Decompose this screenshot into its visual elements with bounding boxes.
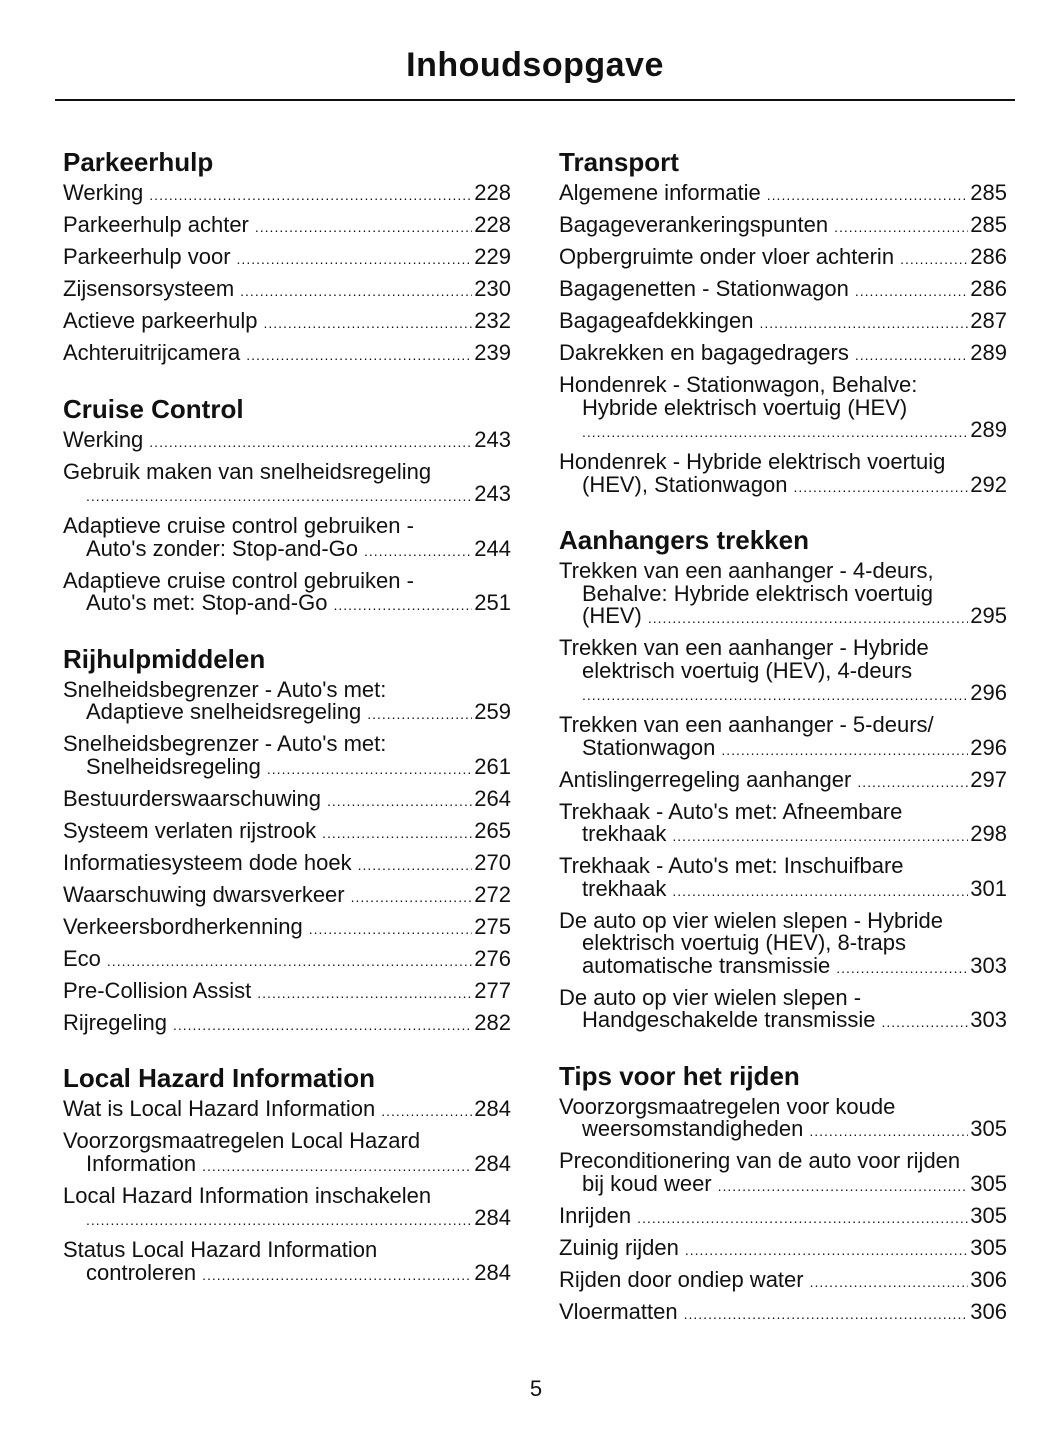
entry-title-line: Werking [63,180,144,205]
entry-title-line: elektrisch voertuig (HEV), 8-traps [582,930,906,955]
dot-leader [149,184,472,207]
entry-last-line [559,1118,1007,1143]
entry-last-line [559,1298,1007,1326]
toc-entry[interactable] [559,766,1007,794]
dot-leader [882,1011,969,1034]
entry-title-line: Gebruik maken van snelheidsregeling [63,458,432,484]
entry-title-line: trekhaak [582,821,667,846]
entry-title-line: Auto's met: Stop-and-Go [86,590,328,615]
toc-entry[interactable] [63,1130,511,1177]
section-heading: Tips voor het rijden [559,1060,800,1091]
toc-entry[interactable] [63,342,511,367]
dot-leader [810,1271,969,1294]
toc-entry[interactable] [63,913,511,941]
entry-title-line: Voorzorgsmaatregelen voor koude [559,1093,896,1119]
dot-leader [809,1120,968,1143]
entry-last-line [559,823,1007,848]
entry-title-line: Dakrekken en bagagedragers [559,340,849,365]
toc-entry[interactable] [63,849,511,877]
dot-leader [760,312,969,335]
toc-entry[interactable] [63,567,511,617]
entry-page-number[interactable]: 285 [970,180,1007,205]
dot-leader [202,1264,472,1287]
entry-title-line: Adaptieve cruise control gebruiken - [63,513,414,538]
entry-title-line: Algemene informatie [559,180,761,205]
entry-page-number[interactable]: 296 [970,734,1007,760]
entry-title-line: weersomstandigheden [582,1116,804,1141]
entry-title-line: Zijsensorsysteem [63,276,235,301]
dot-leader [672,880,968,903]
entry-last-line [63,1150,511,1178]
dot-leader [237,248,473,271]
dot-leader [267,758,472,781]
entry-last-line [559,1234,1007,1262]
toc-entry[interactable] [559,984,1007,1034]
dot-leader [309,918,473,941]
dot-leader [263,312,472,335]
entry-title-line: Snelheidsbegrenzer - Auto's met: [63,676,387,702]
entry-page-number[interactable]: 282 [474,1009,511,1035]
entry-last-line [63,849,511,877]
entry-title-line: Systeem verlaten rijstrook [63,817,317,843]
toc-entry[interactable] [63,182,511,207]
entry-page-number[interactable]: 228 [474,180,511,205]
entry-last-line [63,785,511,813]
entry-title-line: bij koud weer [582,1170,712,1196]
entry-last-line [559,182,1007,207]
toc-entry[interactable] [63,458,511,508]
entry-page-number[interactable]: 259 [474,699,511,724]
entry-page-number[interactable]: 284 [474,1259,511,1285]
entry-page-number[interactable]: 243 [474,481,511,506]
toc-entry[interactable] [63,817,511,845]
entry-last-line [63,592,511,617]
entry-page-number[interactable]: 295 [970,603,1007,628]
entry-title-line: elektrisch voertuig (HEV), 4-deurs [582,657,913,683]
dot-leader [648,607,968,630]
dot-leader [900,248,968,271]
dot-leader [855,344,968,367]
entry-title-line: Voorzorgsmaatregelen Local Hazard [63,1128,421,1153]
entry-title-line: Adaptieve cruise control gebruiken - [63,567,414,593]
entry-last-line [63,701,511,726]
dot-leader [685,1239,968,1262]
entry-last-line [559,1202,1007,1230]
dot-leader [718,1175,969,1198]
toc-entry[interactable] [63,515,511,562]
entry-page-number[interactable]: 306 [970,1266,1007,1292]
page-number: 5 [529,1376,543,1401]
entry-title-line: Bestuurderswaarschuwing [63,785,322,811]
toc-entry[interactable] [559,310,1007,335]
toc-entry[interactable] [559,1298,1007,1326]
entry-last-line [559,766,1007,794]
entry-last-line [559,1009,1007,1034]
entry-page-number[interactable]: 264 [474,785,511,811]
toc-entry[interactable] [559,451,1007,498]
entry-last-line [63,913,511,941]
toc-entry[interactable] [63,246,511,271]
entry-title-line: Trekken van een aanhanger - 4-deurs, [559,558,934,583]
entry-title-line: Waarschuwing dwarsverkeer [63,881,345,907]
dot-leader [240,280,472,303]
entry-page-number[interactable]: 272 [474,881,511,907]
entry-page-number[interactable]: 305 [970,1202,1007,1228]
entry-last-line [559,278,1007,303]
toc-entry[interactable] [63,1098,511,1123]
entry-title-line: Behalve: Hybride elektrisch voertuig [582,580,933,606]
toc-entry[interactable] [63,945,511,973]
entry-title-line: controleren [86,1259,197,1285]
dot-leader [855,280,968,303]
dot-leader [767,184,969,207]
entry-last-line [63,278,511,303]
entry-title-line: Snelheidsregeling [86,753,261,779]
entry-page-number[interactable]: 228 [474,212,511,237]
dot-leader [358,854,473,877]
toc-entry[interactable] [559,1266,1007,1294]
entry-title-line: Local Hazard Information inschakelen [63,1182,432,1208]
entry-page-number[interactable]: 305 [970,1170,1007,1196]
dot-leader [582,421,968,444]
entry-title-line: Bagageverankeringspunten [559,212,829,237]
entry-title-line: Snelheidsbegrenzer - Auto's met: [63,731,387,756]
entry-page-number[interactable]: 286 [970,244,1007,269]
entry-page-number[interactable]: 270 [474,849,511,875]
toc-entry[interactable] [63,310,511,335]
entry-last-line [63,246,511,271]
toc-column-left [63,146,511,1312]
dot-leader [582,684,968,707]
entry-page-number[interactable]: 239 [474,340,511,365]
toc-section [63,146,511,367]
toc-entry[interactable] [63,881,511,909]
entry-last-line [559,734,1007,762]
entry-page-number[interactable]: 305 [970,1116,1007,1141]
dot-leader [333,594,472,617]
entry-last-line [63,881,511,909]
entry-title-line: automatische transmissie [582,952,831,978]
entry-title-line: Trekken van een aanhanger - Hybride [559,635,929,660]
dot-leader [173,1014,472,1037]
entry-last-line [63,535,511,563]
toc-entry[interactable] [559,637,1007,707]
section-heading: Transport [559,147,679,177]
toc-entry[interactable] [559,1150,1007,1197]
entry-page-number[interactable]: 301 [970,875,1007,901]
entry-last-line [63,977,511,1005]
entry-page-number[interactable]: 296 [970,680,1007,705]
toc-entry[interactable] [63,278,511,303]
entry-page-number[interactable]: 284 [474,1205,511,1230]
entry-title-line: Opbergruimte onder vloer achterin [559,244,895,269]
entry-page-number[interactable]: 289 [970,417,1007,442]
entry-last-line [559,1170,1007,1198]
entry-page-number[interactable]: 229 [474,244,511,269]
entry-page-number[interactable]: 244 [474,535,511,561]
entry-title-line: Rijregeling [63,1009,167,1035]
dot-leader [86,1209,472,1232]
entry-last-line [63,945,511,973]
entry-page-number[interactable]: 243 [474,426,511,452]
toc-entry[interactable] [63,1009,511,1037]
toc-entry[interactable] [559,907,1007,980]
entry-title-line: Bagageafdekkingen [559,308,754,333]
toc-entry[interactable] [559,855,1007,902]
entry-page-number[interactable]: 305 [970,1234,1007,1260]
entry-title-line: Trekken van een aanhanger - 5-deurs/ [559,712,934,737]
toc-entry[interactable] [559,798,1007,848]
entry-title-line: Hybride elektrisch voertuig (HEV) [582,394,908,420]
page-title: Inhoudsopgave [406,46,664,84]
entry-last-line [559,214,1007,239]
entry-last-line [63,1259,511,1287]
entry-title-line: Stationwagon [582,734,716,760]
dot-leader [684,1303,969,1326]
toc-entry[interactable] [63,214,511,239]
toc-entry[interactable] [63,977,511,1005]
entry-title-line: Adaptieve snelheidsregeling [86,699,362,724]
toc-entry[interactable] [559,342,1007,367]
entry-page-number[interactable]: 284 [474,1096,511,1121]
entry-page-number[interactable]: 292 [970,471,1007,497]
toc-entry[interactable] [559,560,1007,630]
entry-title-line: Auto's zonder: Stop-and-Go [86,535,359,561]
section-heading: Local Hazard Information [63,1063,376,1093]
entry-page-number[interactable]: 303 [970,1007,1007,1032]
section-heading: Parkeerhulp [63,147,214,177]
entry-last-line [63,214,511,239]
entry-title-line: Verkeersbordherkenning [63,913,303,939]
entry-title-line: Preconditionering van de auto voor rijden [559,1148,961,1173]
entry-last-line [559,419,1007,444]
dot-leader [721,739,968,762]
toc-entry[interactable] [559,714,1007,761]
section-heading: Aanhangers trekken [559,525,809,555]
dot-leader [793,476,968,499]
entry-title-line: Zuinig rijden [559,1234,679,1260]
entry-page-number[interactable]: 303 [970,952,1007,978]
entry-title-line: Vloermatten [559,1298,678,1324]
toc-entry[interactable] [63,426,511,454]
dot-leader [202,1155,472,1178]
entry-page-number[interactable]: 297 [970,766,1007,792]
dot-leader [257,982,472,1005]
entry-page-number[interactable]: 286 [970,276,1007,301]
dot-leader [327,790,472,813]
entry-last-line [63,1009,511,1037]
entry-last-line [559,310,1007,335]
entry-title-line: Hondenrek - Hybride elektrisch voertuig [559,449,946,474]
entry-title-line: Handgeschakelde transmissie [582,1007,876,1032]
entry-last-line [63,426,511,454]
entry-last-line [559,605,1007,630]
entry-last-line [63,817,511,845]
dot-leader [672,825,968,848]
toc-section [559,524,1007,1034]
entry-page-number[interactable]: 285 [970,212,1007,237]
entry-title-line: Rijden door ondiep water [559,1266,804,1292]
entry-title-line: Inrijden [559,1202,632,1228]
toc-entry[interactable] [559,1093,1007,1143]
entry-page-number[interactable]: 230 [474,276,511,301]
entry-title-line: Actieve parkeerhulp [63,308,258,333]
toc-entry[interactable] [559,374,1007,444]
toc-entry[interactable] [63,1239,511,1286]
title-divider [55,99,1015,101]
dot-leader [246,344,472,367]
entry-page-number[interactable]: 287 [970,308,1007,333]
entry-title-line: Hondenrek - Stationwagon, Behalve: [559,372,918,397]
entry-page-number[interactable]: 306 [970,1298,1007,1324]
entry-title-line: (HEV), Stationwagon [582,471,788,497]
entry-title-line: Achteruitrijcamera [63,340,241,365]
entry-title-line: Pre-Collision Assist [63,977,252,1003]
entry-title-line: Bagagenetten - Stationwagon [559,276,849,301]
entry-last-line [559,1266,1007,1294]
entry-title-line: Trekhaak - Auto's met: Afneembare [559,798,903,824]
dot-leader [857,771,968,794]
dot-leader [367,703,472,726]
dot-leader [637,1207,968,1230]
entry-last-line [559,952,1007,980]
entry-title-line: De auto op vier wielen slepen - Hybride [559,907,943,933]
toc-entry[interactable] [63,1182,511,1232]
entry-last-line [559,246,1007,271]
dot-leader [836,957,968,980]
dot-leader [322,822,472,845]
toc-section [559,1060,1007,1326]
entry-title-line: Informatiesysteem dode hoek [63,849,352,875]
dot-leader [255,216,472,239]
entry-title-line: Antislingerregeling aanhanger [559,766,852,792]
entry-page-number[interactable]: 251 [474,590,511,615]
toc-entry[interactable] [559,246,1007,271]
entry-title-line: trekhaak [582,875,667,901]
entry-last-line [63,182,511,207]
toc-entry[interactable] [63,785,511,813]
toc-entry[interactable] [559,182,1007,207]
entry-last-line [559,875,1007,903]
entry-last-line [63,310,511,335]
entry-last-line [63,483,511,508]
entry-page-number[interactable]: 265 [474,817,511,843]
entry-title-line: Eco [63,945,101,971]
toc-column-right [559,146,1007,1351]
dot-leader [351,886,473,909]
section-heading: Cruise Control [63,393,244,424]
entry-page-number[interactable]: 289 [970,340,1007,365]
toc-section [63,643,511,1037]
toc-section [63,1062,511,1286]
entry-title-line: (HEV) [582,603,642,628]
entry-last-line [63,1207,511,1232]
toc-entry[interactable] [63,733,511,780]
toc-entry[interactable] [559,1234,1007,1262]
entry-title-line: Werking [63,426,144,452]
entry-last-line [63,753,511,781]
entry-page-number[interactable]: 232 [474,308,511,333]
section-heading: Rijhulpmiddelen [63,643,266,674]
entry-last-line [63,1098,511,1123]
toc-entry[interactable] [63,676,511,726]
entry-title-line: Wat is Local Hazard Information [63,1096,376,1121]
entry-page-number[interactable]: 284 [474,1150,511,1176]
entry-title-line: Parkeerhulp voor [63,244,231,269]
entry-last-line [63,342,511,367]
dot-leader [364,540,472,563]
entry-title-line: Trekhaak - Auto's met: Inschuifbare [559,853,904,878]
entry-last-line [559,682,1007,707]
entry-page-number[interactable]: 261 [474,753,511,779]
entry-page-number[interactable]: 276 [474,945,511,971]
toc-section [559,146,1007,498]
toc-entry[interactable] [559,214,1007,239]
dot-leader [381,1100,472,1123]
entry-page-number[interactable]: 275 [474,913,511,939]
entry-page-number[interactable]: 298 [970,821,1007,846]
entry-title-line: Status Local Hazard Information [63,1237,378,1262]
entry-title-line: Information [86,1150,197,1176]
dot-leader [107,950,472,973]
entry-last-line [559,342,1007,367]
entry-page-number[interactable]: 277 [474,977,511,1003]
entry-title-line: De auto op vier wielen slepen - [559,984,862,1010]
toc-section [63,393,511,617]
dot-leader [86,485,472,508]
toc-entry[interactable] [559,1202,1007,1230]
entry-title-line: Parkeerhulp achter [63,212,249,237]
toc-entry[interactable] [559,278,1007,303]
dot-leader [149,431,472,454]
dot-leader [834,216,968,239]
entry-last-line [559,471,1007,499]
